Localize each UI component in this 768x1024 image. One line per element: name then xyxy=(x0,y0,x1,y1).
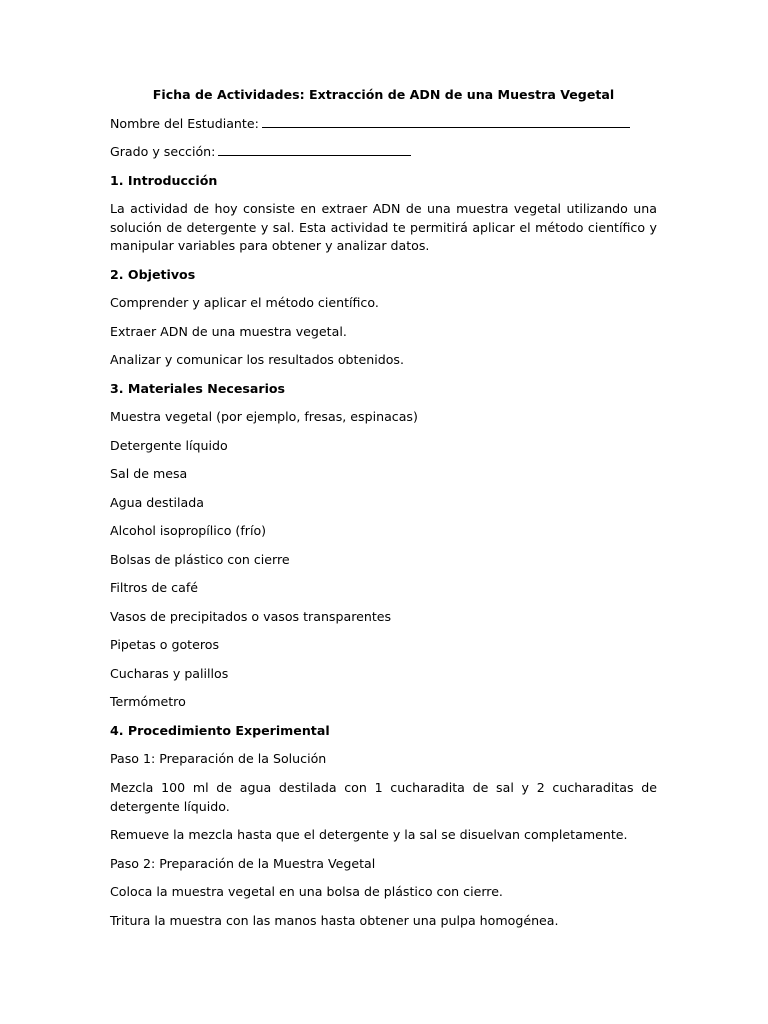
step1-paragraph-2: Remueve la mezcla hasta que el detergente y la sal se disuelvan completamente. xyxy=(110,827,628,842)
student-name-label: Nombre del Estudiante: xyxy=(110,116,259,131)
material-item: Muestra vegetal (por ejemplo, fresas, espinacas) xyxy=(110,409,418,424)
material-item: Agua destilada xyxy=(110,495,204,510)
material-item: Alcohol isopropílico (frío) xyxy=(110,523,267,538)
objectives-heading: 2. Objetivos xyxy=(110,267,196,282)
student-name-blank xyxy=(262,115,630,128)
step2-title: Paso 2: Preparación de la Muestra Vegetal xyxy=(110,856,376,871)
material-item: Termómetro xyxy=(110,694,186,709)
material-item: Pipetas o goteros xyxy=(110,637,220,652)
step2-paragraph-2: Tritura la muestra con las manos hasta obtener una pulpa homogénea. xyxy=(110,913,559,928)
objective-item: Extraer ADN de una muestra vegetal. xyxy=(110,324,347,339)
grade-line xyxy=(110,143,411,161)
material-item: Vasos de precipitados o vasos transparentes xyxy=(110,609,392,624)
intro-paragraph: La actividad de hoy consiste en extraer ADN de una muestra vegetal utilizando una solución de detergente y sal. Esta actividad te permitirá aplicar el método científico y manipular variables para obtener y analizar datos. xyxy=(110,201,657,253)
step2-paragraph-1: Coloca la muestra vegetal en una bolsa de plástico con cierre. xyxy=(110,884,503,899)
document-title: Ficha de Actividades: Extracción de ADN de una Muestra Vegetal xyxy=(152,87,615,102)
procedure-heading: 4. Procedimiento Experimental xyxy=(110,723,330,738)
objective-item: Analizar y comunicar los resultados obtenidos. xyxy=(110,352,404,367)
material-item: Bolsas de plástico con cierre xyxy=(110,552,290,567)
step1-paragraph-1: Mezcla 100 ml de agua destilada con 1 cucharadita de sal y 2 cucharaditas de detergente líquido. xyxy=(110,780,657,814)
intro-heading: 1. Introducción xyxy=(110,173,218,188)
material-item: Filtros de café xyxy=(110,580,199,595)
student-name-line xyxy=(110,115,630,133)
grade-blank xyxy=(218,143,411,156)
objective-item: Comprender y aplicar el método científico. xyxy=(110,295,379,310)
material-item: Detergente líquido xyxy=(110,438,228,453)
material-item: Sal de mesa xyxy=(110,466,188,481)
step1-title: Paso 1: Preparación de la Solución xyxy=(110,751,327,766)
material-item: Cucharas y palillos xyxy=(110,666,229,681)
materials-heading: 3. Materiales Necesarios xyxy=(110,381,286,396)
grade-label: Grado y sección: xyxy=(110,144,216,159)
